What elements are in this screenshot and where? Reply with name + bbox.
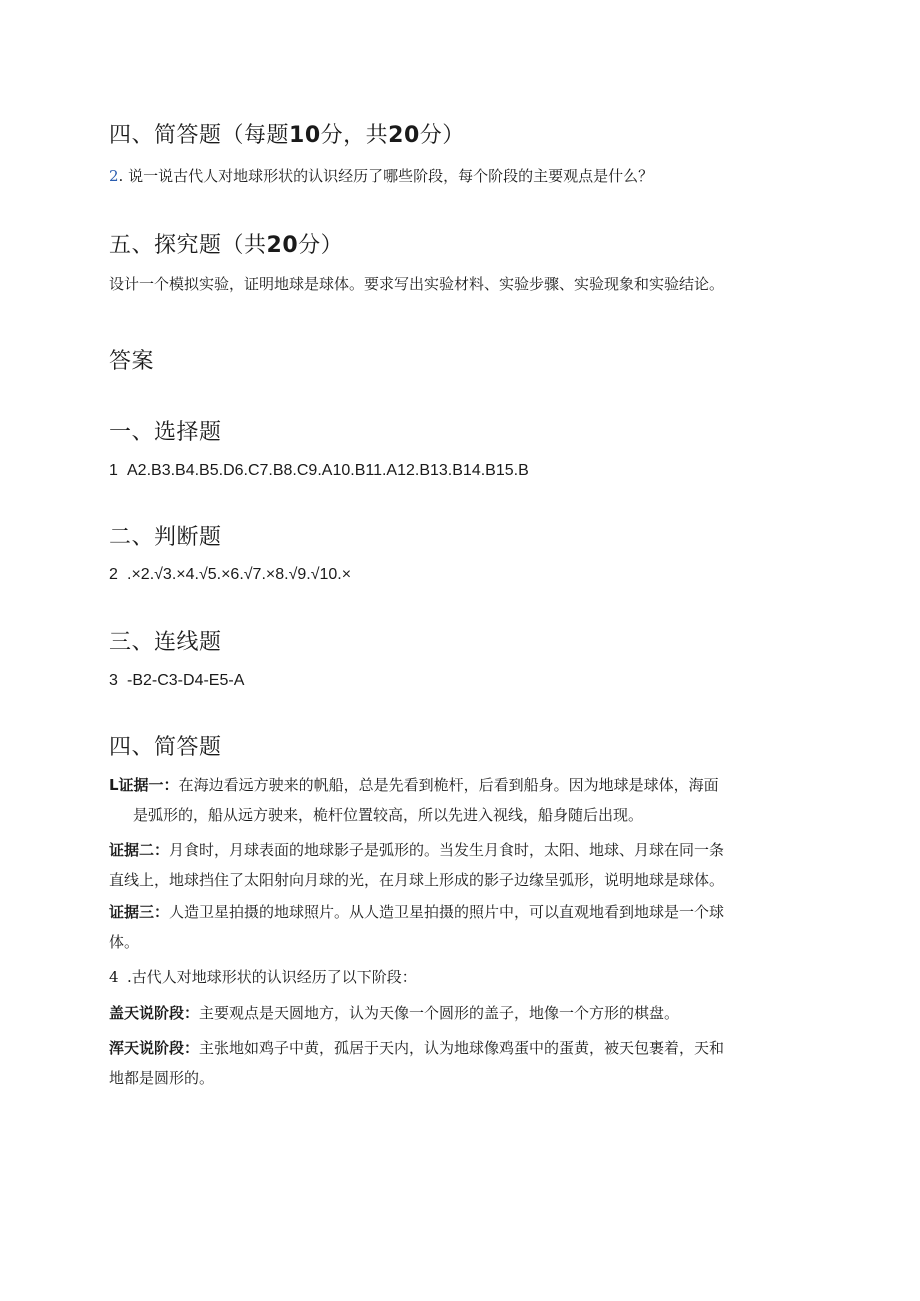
evidence-text: 人造卫星拍摄的地球照片。从人造卫星拍摄的照片中，可以直观地看到地球是一个球 bbox=[169, 903, 725, 921]
stage-text: 地都是圆形的。 bbox=[109, 1069, 215, 1087]
answer-text: A2.B3.B4.B5.D6.C7.B8.C9.A10.B11.A12.B13.B14.B15.B bbox=[127, 462, 529, 479]
answer-text: .×2.√3.×4.√5.×6.√7.×8.√9.√10.× bbox=[127, 566, 352, 583]
evidence-text: 是弧形的，船从远方驶来，桅杆位置较高，所以先进入视线，船身随后出现。 bbox=[133, 806, 644, 824]
answer-number: 1 bbox=[109, 462, 118, 479]
question-number: 2 bbox=[109, 167, 119, 185]
question-2 bbox=[109, 165, 653, 186]
evidence-label: 证据三： bbox=[109, 903, 170, 921]
judge-heading: 二、判断题 bbox=[109, 525, 222, 550]
answer-text: -B2-C3-D4-E5-A bbox=[127, 672, 245, 689]
evidence-text: 体。 bbox=[109, 933, 140, 951]
judge-answers bbox=[109, 566, 351, 584]
section5-heading bbox=[109, 228, 343, 259]
evidence-text: 直线上，地球挡住了太阳射向月球的光，在月球上形成的影子边缘呈弧形，说明地球是球体。 bbox=[109, 871, 725, 889]
question-text: . 说一说古代人对地球形状的认识经历了哪些阶段，每个阶段的主要观点是什么？ bbox=[118, 167, 654, 185]
stage-text: 主要观点是天圆地方，认为天像一个圆形的盖子，地像一个方形的棋盘。 bbox=[199, 1004, 680, 1022]
match-heading: 三、连线题 bbox=[109, 630, 222, 655]
heading-text: 分） bbox=[298, 233, 344, 258]
stage-huntian bbox=[109, 1033, 809, 1093]
stage-gaitian bbox=[109, 998, 809, 1028]
short-answer-heading: 四、简答题 bbox=[109, 735, 222, 760]
answer-text: .古代人对地球形状的认识经历了以下阶段： bbox=[127, 968, 417, 986]
heading-text: 四、简答题（每题 bbox=[109, 123, 290, 148]
answers-title: 答案 bbox=[109, 349, 155, 374]
evidence-text: 在海边看远方驶来的帆船，总是先看到桅杆，后看到船身。因为地球是球体，海面 bbox=[178, 776, 719, 794]
evidence-2 bbox=[109, 835, 809, 895]
stage-label: 浑天说阶段： bbox=[109, 1039, 200, 1057]
evidence-1 bbox=[109, 770, 809, 830]
answer-number: 4 bbox=[109, 968, 119, 986]
choice-answers bbox=[109, 462, 529, 480]
heading-number: 20 bbox=[388, 123, 420, 148]
heading-text: 分） bbox=[419, 123, 465, 148]
choice-heading: 一、选择题 bbox=[109, 420, 222, 445]
evidence-label: L证据一： bbox=[109, 776, 179, 794]
heading-number: 10 bbox=[289, 123, 321, 148]
stage-label: 盖天说阶段： bbox=[109, 1004, 200, 1022]
evidence-3 bbox=[109, 897, 809, 957]
evidence-label: 证据二： bbox=[109, 841, 170, 859]
heading-text: 分，共 bbox=[320, 123, 389, 148]
heading-text: 五、探究题（共 bbox=[109, 233, 267, 258]
match-answers bbox=[109, 672, 244, 690]
evidence-text: 月食时，月球表面的地球影子是弧形的。当发生月食时，太阳、地球、月球在同一条 bbox=[169, 841, 725, 859]
section4-heading bbox=[109, 118, 465, 149]
heading-number: 20 bbox=[266, 233, 299, 258]
section5-text: 设计一个模拟实验，证明地球是球体。要求写出实验材料、实验步骤、实验现象和实验结论。 bbox=[109, 275, 725, 293]
answer-number: 2 bbox=[109, 566, 118, 583]
stage-text: 主张地如鸡子中黄，孤居于天内，认为地球像鸡蛋中的蛋黄，被天包裹着，天和 bbox=[199, 1039, 725, 1057]
question-4-answer bbox=[109, 962, 809, 992]
answer-number: 3 bbox=[109, 672, 118, 689]
